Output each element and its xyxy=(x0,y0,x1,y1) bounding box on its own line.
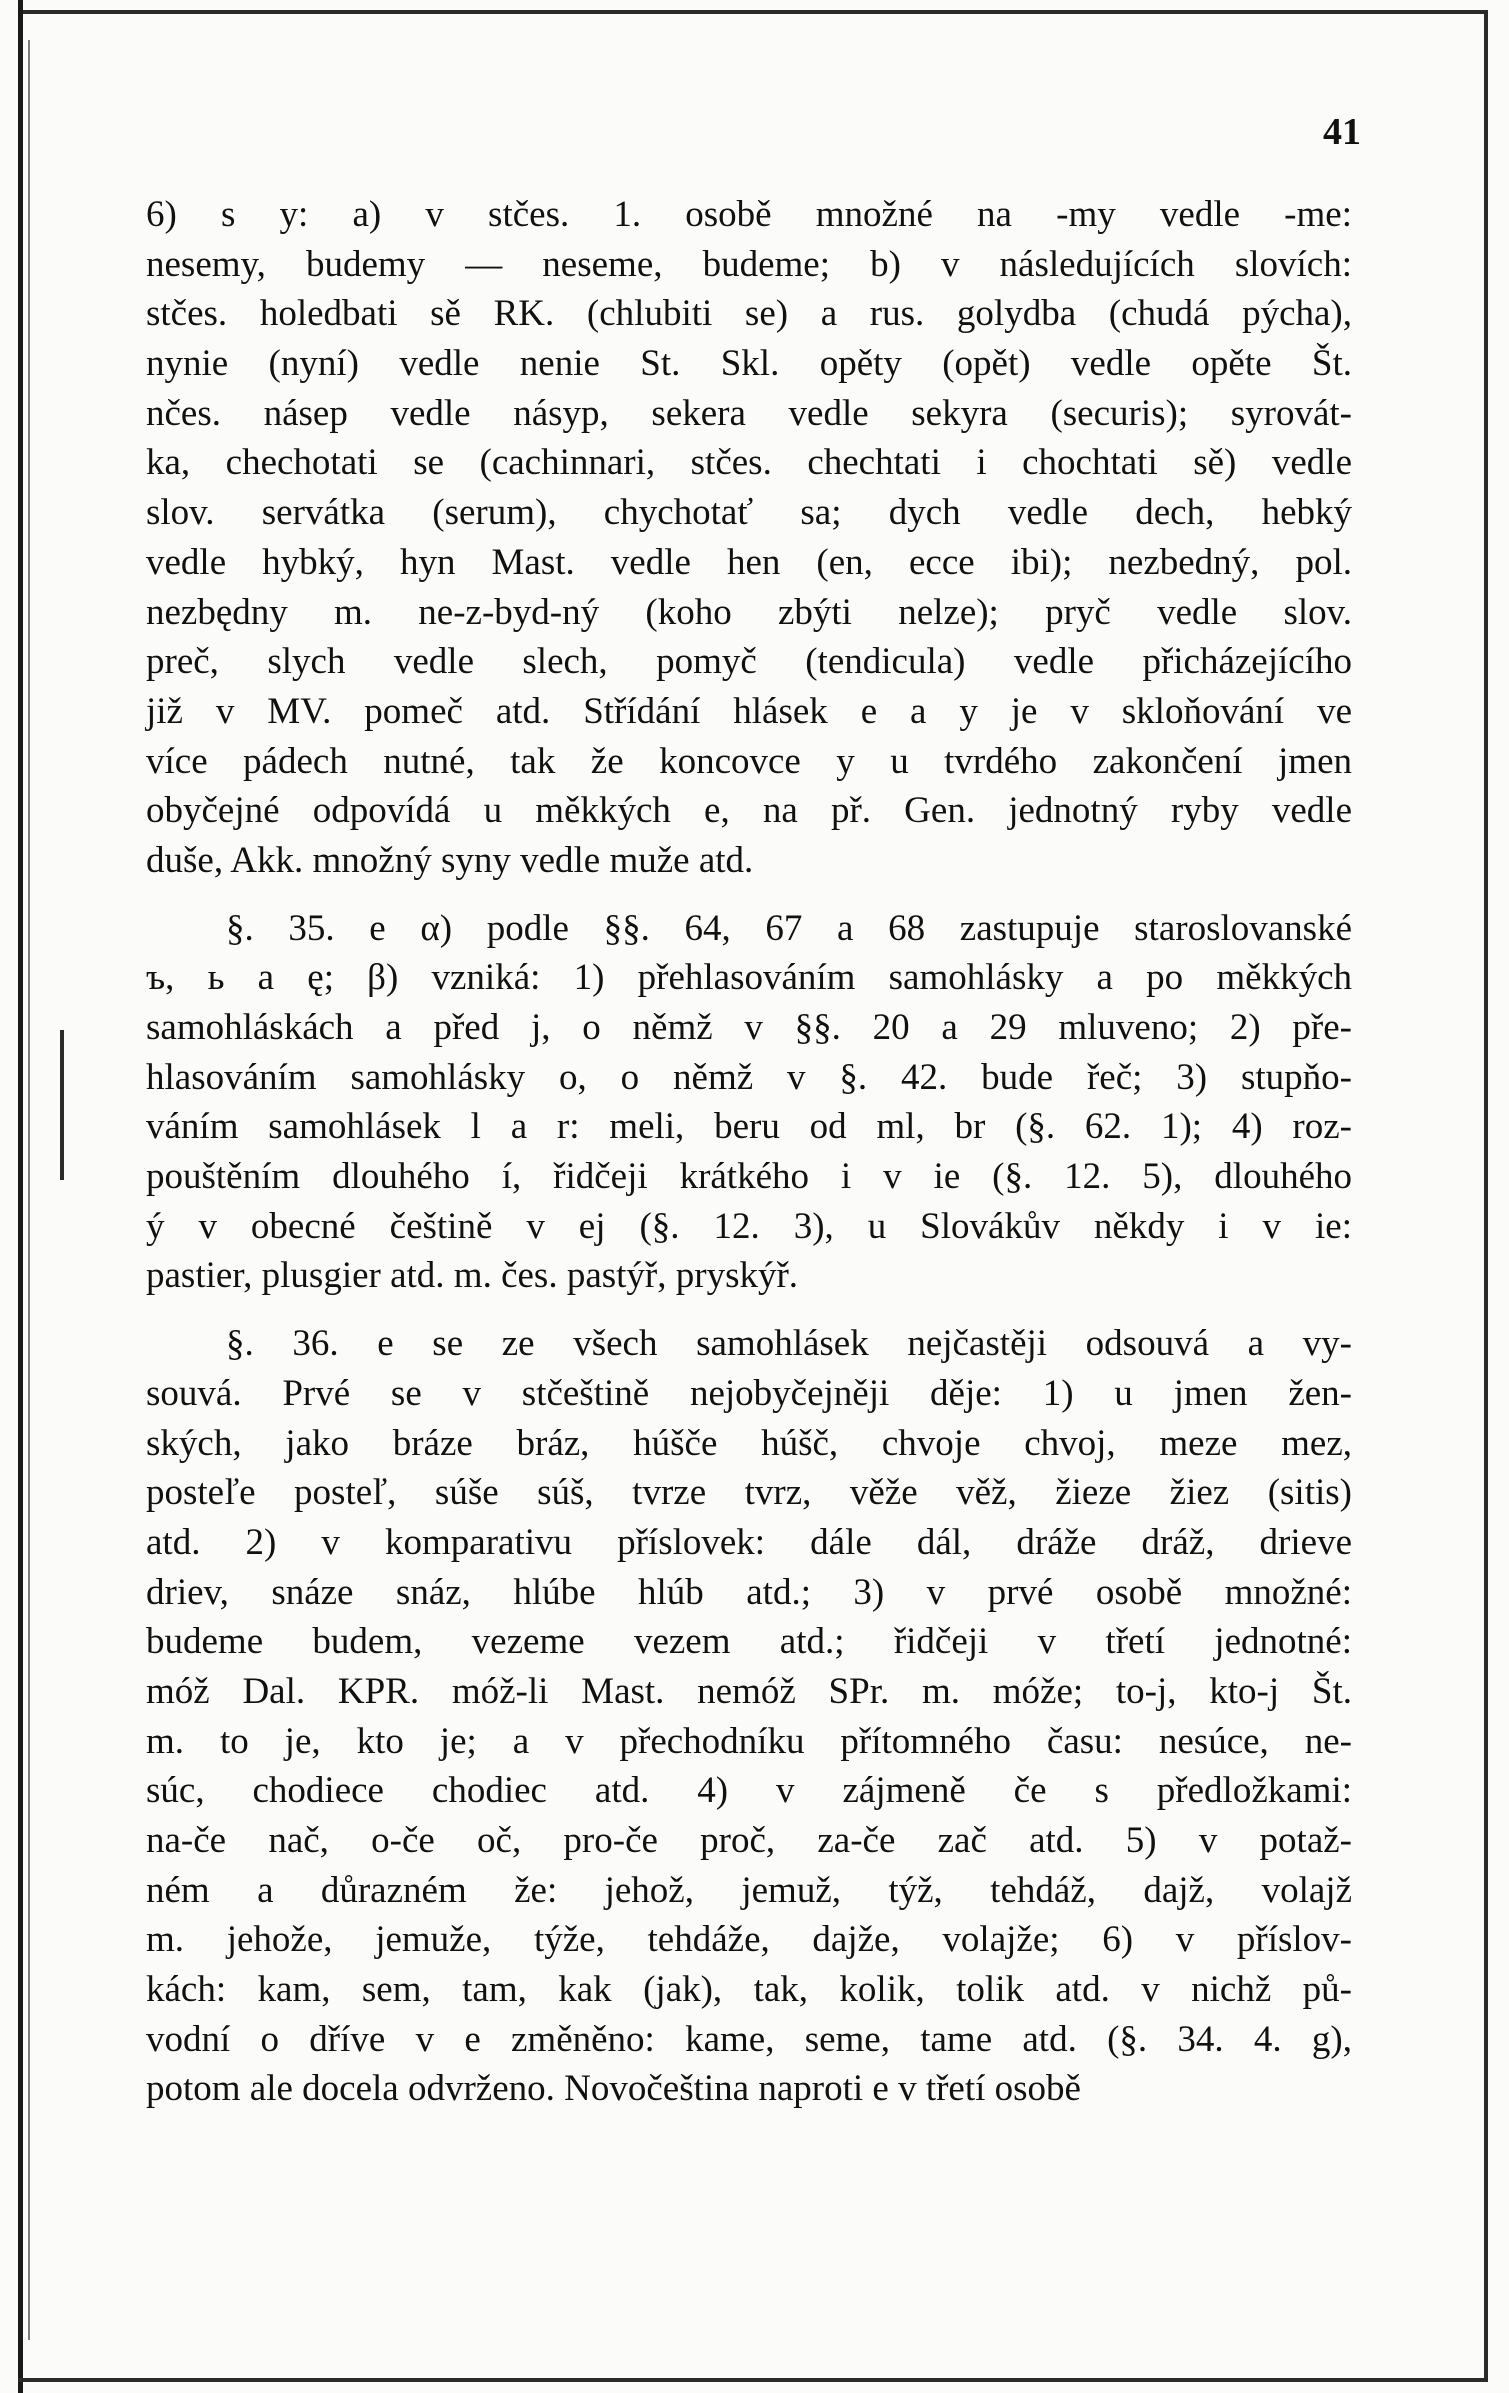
text-line: ských, jako bráze bráz, húšče húšč, chvoje chvoj, meze mez, xyxy=(146,1422,1352,1464)
text-line: ъ, ь a ę; β) vzniká: 1) přehlasováním samohlásky a po měkkých xyxy=(146,957,1352,999)
text-line: nčes. násep vedle násyp, sekera vedle sekyra (securis); syrovát- xyxy=(146,392,1352,434)
text-line: vodní o dříve v e změněno: kame, seme, tame atd. (§. 34. 4. g), xyxy=(146,2018,1352,2060)
text-line: atd. 2) v komparativu příslovek: dále dál, dráže dráž, drieve xyxy=(146,1521,1352,1563)
text-line: budeme budem, vezeme vezem atd.; řidčeji v třetí jednotné: xyxy=(146,1621,1352,1663)
text-line: m. to je, kto je; a v přechodníku přítomného času: nesúce, ne- xyxy=(146,1720,1352,1762)
text-line: více pádech nutné, tak že koncovce y u tvrdého zakončení jmen xyxy=(146,740,1352,782)
text-line: preč, slych vedle slech, pomyč (tendicula) vedle přicházejícího xyxy=(146,641,1352,683)
text-line: nesemy, budemy — neseme, budeme; b) v následujících slovích: xyxy=(146,243,1352,285)
scan-border-right xyxy=(1484,10,1488,2380)
page-body xyxy=(146,190,1352,2114)
margin-mark xyxy=(60,1030,64,1180)
text-line: vedle hybký, hyn Mast. vedle hen (en, ecce ibi); nezbedný, pol. xyxy=(146,541,1352,583)
text-line: pastier, plusgier atd. m. čes. pastýř, pryskýř. xyxy=(146,1255,799,1297)
text-line: ý v obecné češtině v ej (§. 12. 3), u Slovákův někdy i v ie: xyxy=(146,1205,1352,1247)
text-line: duše, Akk. množný syny vedle muže atd. xyxy=(146,839,754,881)
page-gutter-line xyxy=(28,40,30,2340)
text-line: potom ale docela odvrženo. Novočeština naproti e v třetí osobě xyxy=(146,2068,1081,2110)
text-line: váním samohlásek l a r: meli, beru od ml, br (§. 62. 1); 4) roz- xyxy=(146,1106,1352,1148)
paragraph xyxy=(146,904,1352,1302)
text-line: posteľe posteľ, súše súš, tvrze tvrz, věže věž, žieze žiez (sitis) xyxy=(146,1472,1352,1514)
text-line: kách: kam, sem, tam, kak (jak), tak, kolik, tolik atd. v nichž pů- xyxy=(146,1969,1352,2011)
text-line: nezbędny m. ne-z-byd-ný (koho zbýti nelze); pryč vedle slov. xyxy=(146,591,1352,633)
scan-border-left xyxy=(18,0,23,2393)
text-line: móž Dal. KPR. móž-li Mast. nemóž SPr. m. móže; to-j, kto-j Št. xyxy=(146,1670,1352,1712)
page-number: 41 xyxy=(1323,111,1361,153)
text-line: slov. servátka (serum), chychotať sa; dych vedle dech, hebký xyxy=(146,492,1352,534)
text-line: obyčejné odpovídá u měkkých e, na př. Gen. jednotný ryby vedle xyxy=(146,790,1352,832)
text-line: ka, chechotati se (cachinnari, stčes. chechtati i chochtati sě) vedle xyxy=(146,442,1352,484)
text-line: §. 35. e α) podle §§. 64, 67 a 68 zastupuje staroslovanské xyxy=(226,907,1352,949)
text-line: 6) s y: a) v stčes. 1. osobě množné na -my vedle -me: xyxy=(146,194,1352,235)
paragraph xyxy=(146,190,1352,886)
text-line: driev, snáze snáz, hlúbe hlúb atd.; 3) v prvé osobě množné: xyxy=(146,1571,1352,1613)
text-line: §. 36. e se ze všech samohlásek nejčastěji odsouvá a vy- xyxy=(226,1323,1352,1365)
paragraph xyxy=(146,1319,1352,2114)
text-line: m. jehože, jemuže, týže, tehdáže, dajže, volajže; 6) v příslov- xyxy=(146,1919,1352,1961)
text-line: souvá. Prvé se v stčeštině nejobyčejněji děje: 1) u jmen žen- xyxy=(146,1372,1352,1414)
text-line: pouštěním dlouhého í, řidčeji krátkého i v ie (§. 12. 5), dlouhého xyxy=(146,1156,1352,1198)
text-line: stčes. holedbati sě RK. (chlubiti se) a rus. golydba (chudá pýcha), xyxy=(146,293,1352,335)
text-line: na-če nač, o-če oč, pro-če proč, za-če zač atd. 5) v potaž- xyxy=(146,1820,1352,1861)
text-line: ném a důrazném že: jehož, jemuž, týž, tehdáž, dajž, volajž xyxy=(146,1869,1352,1911)
scan-border-top xyxy=(18,10,1488,14)
text-line: již v MV. pomeč atd. Střídání hlásek e a y je v skloňování ve xyxy=(146,690,1352,732)
text-line: hlasováním samohlásky o, o němž v §. 42. bude řeč; 3) stupňo- xyxy=(146,1056,1352,1098)
text-line: nynie (nyní) vedle nenie St. Skl. opěty (opět) vedle opěte Št. xyxy=(146,343,1352,385)
text-line: samohláskách a před j, o němž v §§. 20 a 29 mluveno; 2) pře- xyxy=(146,1007,1352,1048)
text-line: súc, chodiece chodiec atd. 4) v zájmeně če s předložkami: xyxy=(146,1770,1352,1812)
scan-border-bottom xyxy=(18,2378,1488,2382)
